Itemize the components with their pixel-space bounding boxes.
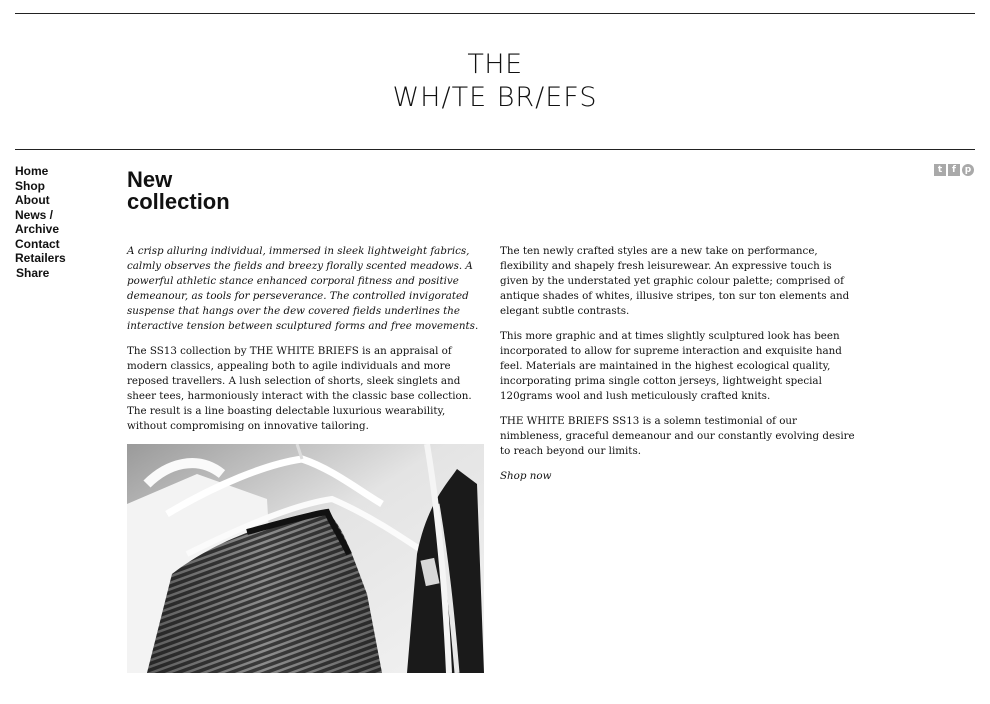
logo-line-1: THE xyxy=(467,49,523,80)
hanging-garments-image xyxy=(127,444,484,673)
twitter-icon[interactable]: t xyxy=(934,164,946,176)
nav-item-archive[interactable]: Archive xyxy=(15,222,60,236)
brand-logo[interactable] xyxy=(0,48,990,114)
nav-item-home[interactable]: Home xyxy=(15,164,49,178)
shop-now-link[interactable]: Shop now xyxy=(500,470,552,482)
nav-item-contact[interactable]: Contact xyxy=(15,236,60,251)
pinterest-icon[interactable]: p xyxy=(962,164,974,176)
page-title xyxy=(127,169,230,213)
nav-item-about[interactable]: About xyxy=(15,193,50,207)
intro-paragraph: A crisp alluring individual, immersed in sleek lightweight fabrics, calmly observes the fields and breezy florally scented meadows. A powerful athletic stance enhanced corporal fitness and positive demeanour, as tools for perseverance. The controlled invigorated suspense that hangs over the dew covered fields underlines the interactive tension between sculptured forms and free movements. xyxy=(127,245,479,332)
logo-line-2: WH/TE BR/EFS xyxy=(392,82,598,113)
main-nav xyxy=(15,164,105,280)
right-text-column xyxy=(500,244,860,484)
nav-item-share[interactable]: Share xyxy=(16,265,50,280)
social-links xyxy=(934,164,974,176)
nav-item-news[interactable]: News / xyxy=(15,207,54,222)
left-text-column xyxy=(127,244,487,444)
testimonial-paragraph: THE WHITE BRIEFS SS13 is a solemn testimonial of our nimbleness, graceful demeanour and our constantly evolving desire to reach beyond our limits. xyxy=(500,415,855,457)
nav-item-shop[interactable]: Shop xyxy=(15,178,45,193)
nav-item-retailers[interactable]: Retailers xyxy=(15,251,66,265)
facebook-icon[interactable]: f xyxy=(948,164,960,176)
materials-paragraph: This more graphic and at times slightly sculptured look has been incorporated to allow for supreme interaction and exquisite hand feel. Materials are maintained in the highest ecological quality, incorporating prima single cotton jerseys, lightweight special 120grams wool and lush meticulously crafted knits. xyxy=(500,330,842,402)
styles-paragraph: The ten newly crafted styles are a new take on performance, flexibility and shapely fresh leisurewear. An expressive touch is given by the understated yet graphic colour palette; comprised of antique shades of whites, illusive stripes, ton sur ton elements and elegant subtle contrasts. xyxy=(500,245,850,317)
top-divider xyxy=(15,13,975,14)
header-divider xyxy=(15,149,975,150)
page-title-line-1: New xyxy=(127,167,173,192)
page-title-line-2: collection xyxy=(127,189,230,214)
collection-photo xyxy=(127,444,484,673)
collection-paragraph: The SS13 collection by THE WHITE BRIEFS is an appraisal of modern classics, appealing both to agile individuals and more reposed travellers. A lush selection of shorts, sleek singlets and sheer tees, harmoniously interact with the classic base collection. The result is a line boasting delectable luxurious wearability, without compromising on innovative tailoring. xyxy=(127,345,472,432)
